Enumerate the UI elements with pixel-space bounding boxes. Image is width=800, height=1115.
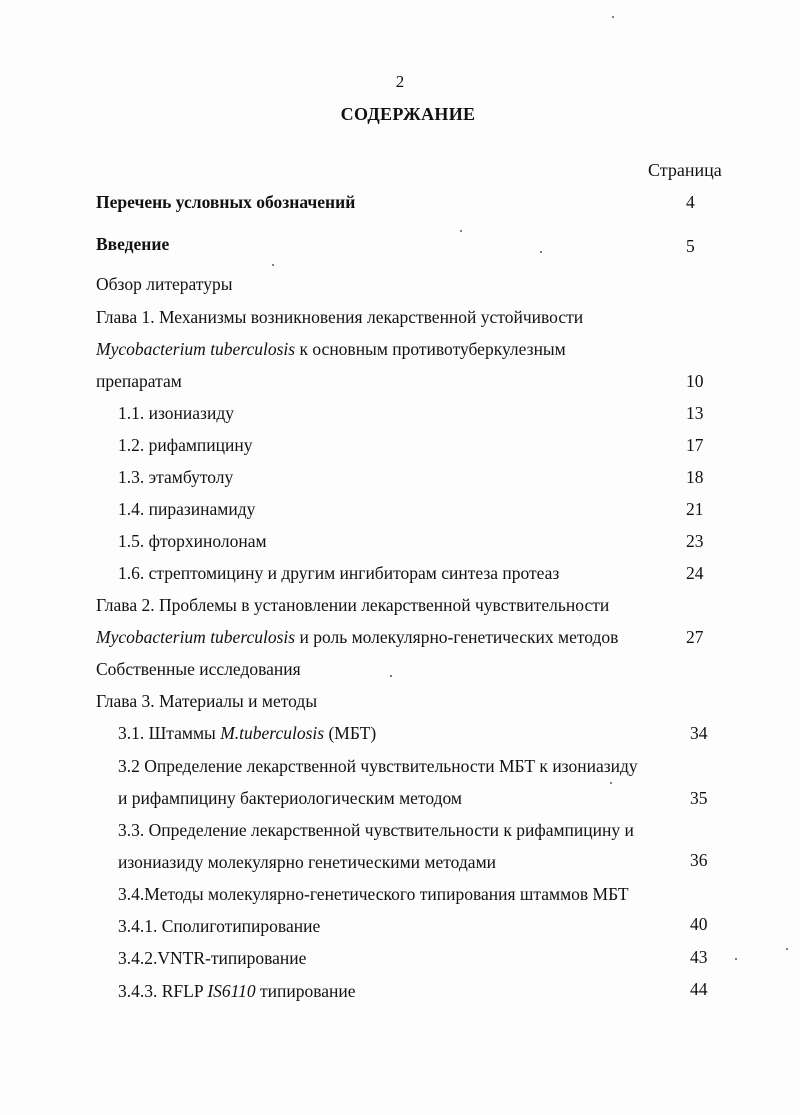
toc-text-after: типирование — [255, 981, 356, 1001]
toc-entry-1-1: 1.1. изониазиду — [118, 403, 234, 423]
toc-page-introduction: 5 — [686, 236, 695, 256]
toc-page-3-4-1: 40 — [690, 914, 708, 934]
toc-page-3-3: 36 — [690, 850, 708, 870]
scan-speck — [540, 251, 542, 253]
toc-entry-3-3-cont: изониазиду молекулярно генетическими методами — [118, 852, 497, 872]
toc-entry-3-4: 3.4.Методы молекулярно-генетического типирования штаммов МБТ — [118, 884, 629, 904]
toc-entry-chapter-3: Глава 3. Материалы и методы — [96, 691, 318, 711]
toc-entry-introduction: Введение — [96, 234, 170, 254]
toc-entry-1-2: 1.2. рифампицину — [118, 435, 253, 455]
toc-page-1-6: 24 — [686, 563, 704, 583]
toc-entry-3-2-cont: и рифампицину бактериологическим методом — [118, 788, 462, 808]
page-column-header: Страница — [648, 160, 722, 180]
scan-speck — [612, 16, 614, 18]
toc-entry-1-6: 1.6. стрептомицину и другим ингибиторам синтеза протеаз — [118, 563, 560, 583]
toc-italic-species: M.tuberculosis — [220, 723, 325, 743]
toc-entry-3-1 — [118, 721, 376, 745]
toc-entry-own-research: Собственные исследования — [96, 659, 301, 679]
toc-page-3-4-2: 43 — [690, 947, 708, 967]
toc-entry-3-4-2: 3.4.2.VNTR-типирование — [118, 948, 307, 968]
toc-entry-chapter-2: Глава 2. Проблемы в установлении лекарственной чувствительности — [96, 595, 610, 615]
scan-speck — [272, 264, 274, 266]
toc-italic-code: IS6110 — [207, 981, 256, 1001]
page-title: СОДЕРЖАНИЕ — [340, 104, 476, 124]
toc-page-3-2: 35 — [690, 788, 708, 808]
toc-entry-3-4-3 — [118, 979, 356, 1003]
scan-speck — [390, 675, 392, 677]
toc-entry-3-4-1: 3.4.1. Сполиготипирование — [118, 916, 321, 936]
toc-page-abbreviations: 4 — [686, 192, 695, 212]
toc-entry-1-3: 1.3. этамбутолу — [118, 467, 234, 487]
toc-entry-chapter-1-end: препаратам — [96, 371, 182, 391]
toc-page-1-4: 21 — [686, 499, 704, 519]
toc-italic-species: Mycobacterium tuberculosis — [96, 339, 296, 359]
toc-entry-3-3: 3.3. Определение лекарственной чувствительности к рифампицину и — [118, 820, 634, 840]
toc-text-after: к основным противотуберкулезным — [295, 339, 566, 359]
toc-text-before: 3.4.3. RFLP — [118, 981, 208, 1001]
toc-italic-species: Mycobacterium tuberculosis — [96, 627, 296, 647]
toc-page-3-4-3: 44 — [690, 979, 708, 999]
scan-speck — [460, 230, 462, 232]
toc-entry-chapter-2-cont — [96, 625, 618, 649]
page-number: 2 — [395, 72, 405, 91]
toc-page-1-2: 17 — [686, 435, 704, 455]
toc-page-1-3: 18 — [686, 467, 704, 487]
toc-page-1-1: 13 — [686, 403, 704, 423]
toc-entry-chapter-1: Глава 1. Механизмы возникновения лекарственной устойчивости — [96, 307, 584, 327]
toc-page-3-1: 34 — [690, 723, 708, 743]
toc-page-chapter-1: 10 — [686, 371, 704, 391]
toc-text-after: и роль молекулярно-генетических методов — [295, 627, 619, 647]
toc-entry-3-2: 3.2 Определение лекарственной чувствительности МБТ к изониазиду — [118, 756, 638, 776]
scan-speck — [610, 782, 612, 784]
toc-entry-1-5: 1.5. фторхинолонам — [118, 531, 267, 551]
toc-page-chapter-2: 27 — [686, 627, 704, 647]
scan-speck — [786, 948, 788, 950]
scan-speck — [735, 958, 737, 960]
toc-entry-abbreviations: Перечень условных обозначений — [96, 192, 356, 212]
toc-entry-chapter-1-cont — [96, 337, 566, 361]
toc-entry-literature-review: Обзор литературы — [96, 274, 233, 294]
toc-page-1-5: 23 — [686, 531, 704, 551]
toc-text-after: (МБТ) — [324, 723, 377, 743]
toc-entry-1-4: 1.4. пиразинамиду — [118, 499, 256, 519]
toc-text-before: 3.1. Штаммы — [118, 723, 221, 743]
